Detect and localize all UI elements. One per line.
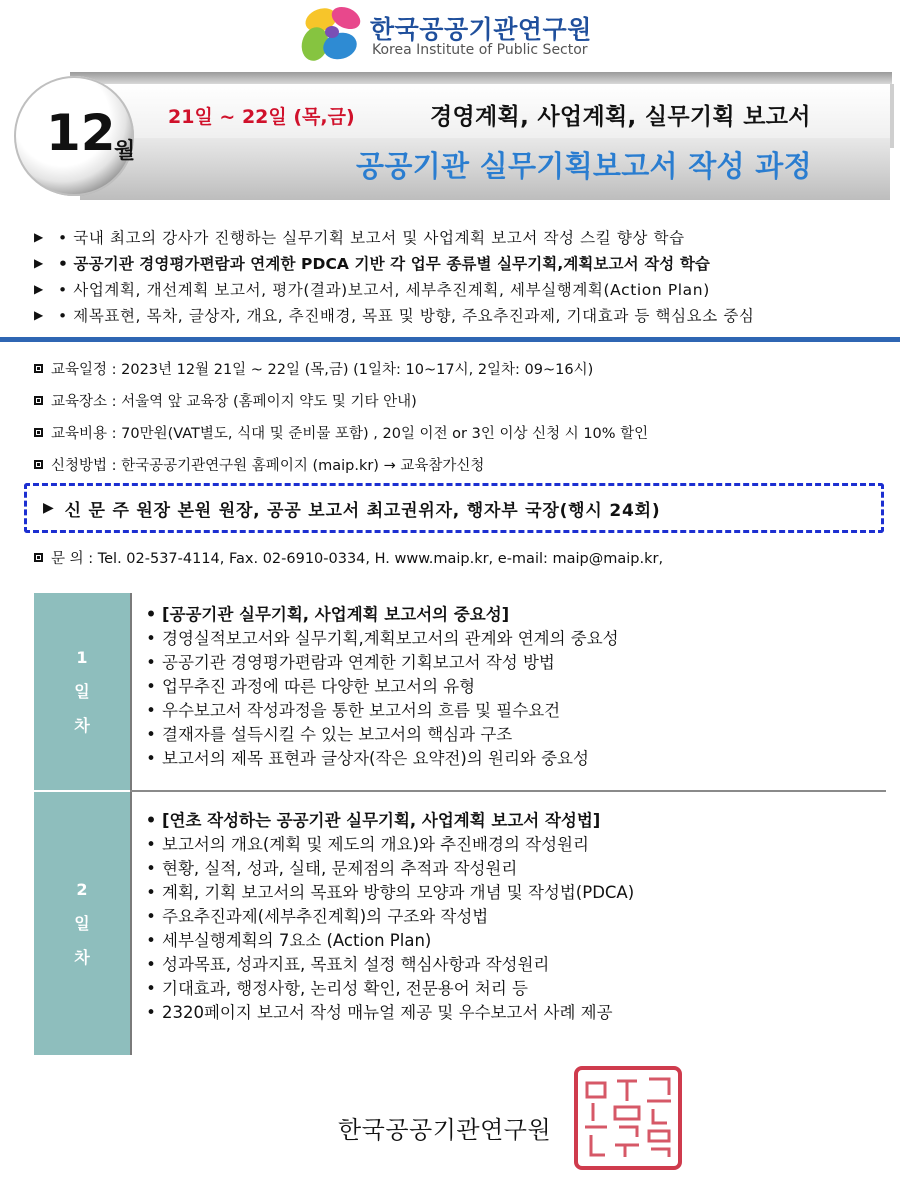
bullet-dot-icon: • xyxy=(145,811,157,830)
info-text: 교육일정 : 2023년 12월 21일 ~ 22일 (목,금) (1일차: 10~17시, 2일차: 09~16시) xyxy=(51,361,594,378)
info-item xyxy=(34,352,894,384)
topic-text: 경영실적보고서와 실무기획,계획보고서의 관계와 연계의 중요성 xyxy=(162,629,619,648)
topic-item xyxy=(132,977,886,1001)
day-2-label xyxy=(34,792,130,1055)
day-label-char: 차 xyxy=(74,715,90,735)
highlight-text: • 제목표현, 목차, 글상자, 개요, 추진배경, 목표 및 방향, 주요추진과제, 기대효과 등 핵심요소 중심 xyxy=(58,307,755,325)
topic-heading xyxy=(132,809,886,833)
official-seal-icon xyxy=(573,1065,683,1171)
course-subtitle: 경영계획, 사업계획, 실무기획 보고서 xyxy=(430,104,811,130)
lecturer-text: 신 문 주 원장 본원 원장, 공공 보고서 최고권위자, 행자부 국장(행시 24회) xyxy=(64,500,661,521)
bullet-dot-icon: • xyxy=(146,883,156,902)
day-2-content xyxy=(130,792,886,1055)
topic-item xyxy=(132,953,886,977)
topic-text: 세부실행계획의 7요소 (Action Plan) xyxy=(162,931,432,950)
topic-item xyxy=(132,833,886,857)
topic-heading xyxy=(132,603,886,627)
logo-mark-icon xyxy=(300,4,366,66)
bullet-dot-icon: • xyxy=(146,749,156,768)
square-bullet-icon xyxy=(34,553,43,562)
square-bullet-icon xyxy=(34,460,43,469)
arrow-right-icon: ▶ xyxy=(34,256,44,270)
topic-text: [공공기관 실무기획, 사업계획 보고서의 중요성] xyxy=(162,605,510,624)
topic-text: 결재자를 설득시킬 수 있는 보고서의 핵심과 구조 xyxy=(162,725,513,744)
bullet-dot-icon: • xyxy=(146,979,156,998)
topic-item xyxy=(132,929,886,953)
title-banner xyxy=(0,70,900,205)
lecturer-box xyxy=(24,483,884,533)
course-title: 공공기관 실무기획보고서 작성 과정 xyxy=(356,149,812,183)
month-unit: 월 xyxy=(114,139,136,164)
topic-item xyxy=(132,699,886,723)
highlight-text: • 공공기관 경영평가편람과 연계한 PDCA 기반 각 업무 종류별 실무기획,계획보고서 작성 학습 xyxy=(58,255,711,273)
day-label-char: 일 xyxy=(74,681,90,701)
topic-item xyxy=(132,723,886,747)
month-badge xyxy=(14,76,134,196)
topic-item xyxy=(132,675,886,699)
topic-item xyxy=(132,747,886,771)
bullet-dot-icon: • xyxy=(146,725,156,744)
section-divider xyxy=(0,337,900,342)
bullet-dot-icon: • xyxy=(146,859,156,878)
topic-item xyxy=(132,1001,886,1025)
day-label-char: 차 xyxy=(74,947,90,967)
bullet-dot-icon: • xyxy=(146,653,156,672)
topic-item xyxy=(132,627,886,651)
info-item xyxy=(34,384,894,416)
highlight-item xyxy=(34,224,884,250)
highlight-text: • 국내 최고의 강사가 진행하는 실무기획 보고서 및 사업계획 보고서 작성 스킬 향상 학습 xyxy=(58,229,685,247)
topic-item xyxy=(132,905,886,929)
topic-item xyxy=(132,651,886,675)
day-1-label xyxy=(34,593,130,790)
banner-top-band xyxy=(70,72,892,84)
arrow-right-icon: ▶ xyxy=(34,282,44,296)
topic-item xyxy=(132,881,886,905)
bullet-dot-icon: • xyxy=(146,955,156,974)
topic-item xyxy=(132,857,886,881)
info-item xyxy=(34,416,894,448)
topic-text: 계획, 기획 보고서의 목표와 방향의 모양과 개념 및 작성법(PDCA) xyxy=(162,883,635,902)
month-number: 12 xyxy=(46,104,116,162)
contact-text: 문 의 : Tel. 02-537-4114, Fax. 02-6910-0334, H. www.maip.kr, e-mail: maip@maip.kr, xyxy=(51,551,664,567)
course-date-range: 21일 ~ 22일 (목,금) xyxy=(168,106,355,128)
arrow-right-icon: ▶ xyxy=(34,230,44,244)
square-bullet-icon xyxy=(34,364,43,373)
bullet-dot-icon: • xyxy=(146,1003,156,1022)
bullet-dot-icon: • xyxy=(146,931,156,950)
topic-text: 우수보고서 작성과정을 통한 보고서의 흐름 및 필수요건 xyxy=(162,701,561,720)
curriculum-table xyxy=(34,593,886,1055)
bullet-dot-icon: • xyxy=(145,605,157,624)
bullet-dot-icon: • xyxy=(146,835,156,854)
topic-text: 현황, 실적, 성과, 실태, 문제점의 추적과 작성원리 xyxy=(162,859,518,878)
topic-text: 업무추진 과정에 따른 다양한 보고서의 유형 xyxy=(162,677,476,696)
square-bullet-icon xyxy=(34,396,43,405)
square-bullet-icon xyxy=(34,428,43,437)
topic-text: 보고서의 개요(계획 및 제도의 개요)와 추진배경의 작성원리 xyxy=(162,835,589,854)
logo-korean-name: 한국공공기관연구원 xyxy=(370,15,592,44)
topic-text: 보고서의 제목 표현과 글상자(작은 요약전)의 원리와 중요성 xyxy=(162,749,589,768)
info-text: 교육비용 : 70만원(VAT별도, 식대 및 준비물 포함) , 20일 이전 or 3인 이상 신청 시 10% 할인 xyxy=(51,425,649,442)
bullet-dot-icon: • xyxy=(146,907,156,926)
highlight-item xyxy=(34,302,884,328)
info-item xyxy=(34,448,894,480)
day-label-char: 일 xyxy=(74,913,90,933)
day-1-content xyxy=(130,593,886,790)
bullet-dot-icon: • xyxy=(146,629,156,648)
course-info xyxy=(34,352,894,480)
info-text: 신청방법 : 한국공공기관연구원 홈페이지 (maip.kr) → 교육참가신청 xyxy=(51,457,485,474)
org-logo xyxy=(300,4,620,68)
course-highlights xyxy=(34,224,884,328)
topic-text: [연초 작성하는 공공기관 실무기획, 사업계획 보고서 작성법] xyxy=(162,811,601,830)
day-label-char: 1 xyxy=(76,647,88,667)
footer-organization: 한국공공기관연구원 xyxy=(338,1116,552,1144)
contact-info xyxy=(34,547,663,568)
day-label-char: 2 xyxy=(76,879,88,899)
arrow-right-icon: ▶ xyxy=(34,308,44,322)
info-text: 교육장소 : 서울역 앞 교육장 (홈페이지 약도 및 기타 안내) xyxy=(51,393,417,410)
topic-text: 공공기관 경영평가편람과 연계한 기획보고서 작성 방법 xyxy=(162,653,555,672)
logo-english-name: Korea Institute of Public Sector xyxy=(372,42,588,58)
bullet-dot-icon: • xyxy=(146,701,156,720)
topic-text: 성과목표, 성과지표, 목표치 설정 핵심사항과 작성원리 xyxy=(162,955,550,974)
bullet-dot-icon: • xyxy=(146,677,156,696)
highlight-item xyxy=(34,276,884,302)
topic-text: 주요추진과제(세부추진계획)의 구조와 작성법 xyxy=(162,907,489,926)
highlight-item xyxy=(34,250,884,276)
topic-text: 2320페이지 보고서 작성 매뉴얼 제공 및 우수보고서 사례 제공 xyxy=(162,1003,613,1022)
arrow-right-icon: ▶ xyxy=(43,500,55,516)
highlight-text: • 사업계획, 개선계획 보고서, 평가(결과)보고서, 세부추진계획, 세부실행계획(Action Plan) xyxy=(58,281,710,299)
topic-text: 기대효과, 행정사항, 논리성 확인, 전문용어 처리 등 xyxy=(162,979,528,998)
